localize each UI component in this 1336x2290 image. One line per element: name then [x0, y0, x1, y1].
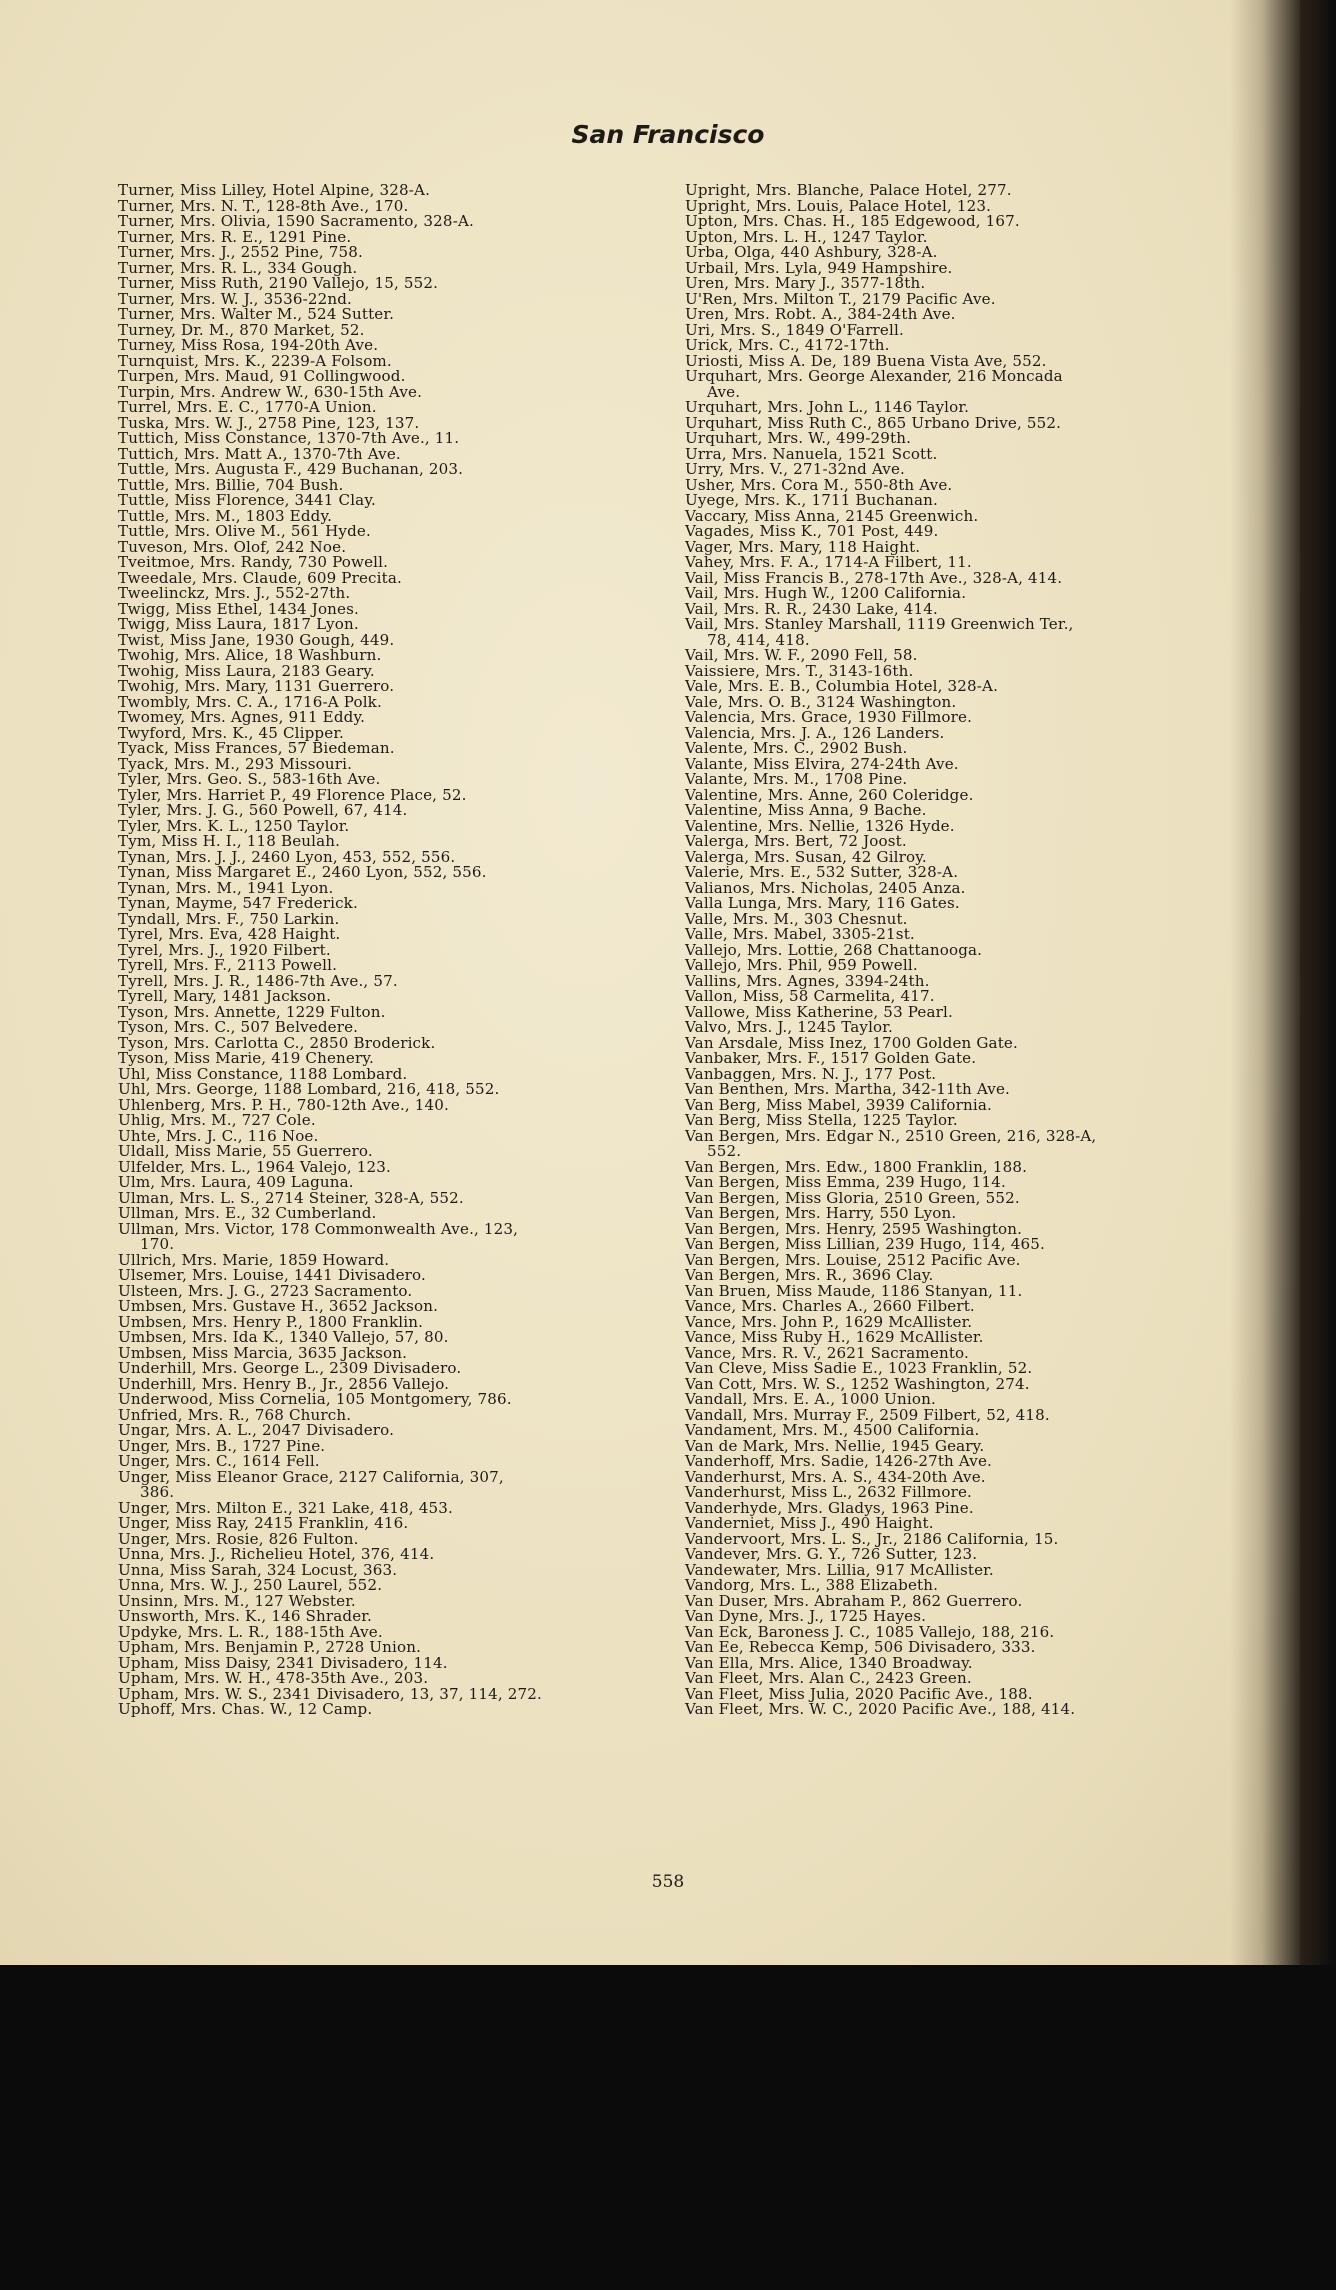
- entry-text: Umbsen, Mrs. Ida K., 1340 Vallejo, 57, 80.: [118, 1328, 449, 1346]
- entry-text: Van Bergen, Mrs. R., 3696 Clay.: [685, 1266, 934, 1284]
- entry-text: Van Bergen, Mrs. Edw., 1800 Franklin, 188.: [685, 1157, 1028, 1176]
- entry-text: Twomey, Mrs. Agnes, 911 Eddy.: [118, 708, 366, 726]
- entry-text: Underwood, Miss Cornelia, 105 Montgomery, 786.: [118, 1390, 512, 1408]
- entry-text: Turney, Miss Rosa, 194-20th Ave.: [118, 336, 379, 354]
- entry-text: Valante, Mrs. M., 1708 Pine.: [685, 770, 908, 788]
- entry-text: Tuttle, Mrs. Augusta F., 429 Buchanan, 203.: [118, 460, 464, 478]
- entry-text: Vance, Miss Ruby H., 1629 McAllister.: [685, 1328, 984, 1346]
- directory-entry: [118, 1702, 668, 1718]
- entry-text: Vail, Mrs. R. R., 2430 Lake, 414.: [685, 599, 938, 618]
- entry-text: Unna, Miss Sarah, 324 Locust, 363.: [118, 1560, 398, 1579]
- entry-text: Van Bergen, Miss Emma, 239 Hugo, 114.: [685, 1173, 1006, 1191]
- entry-text: Uldall, Miss Marie, 55 Guerrero.: [118, 1142, 373, 1160]
- entry-text: Ungar, Mrs. A. L., 2047 Divisadero.: [118, 1421, 395, 1439]
- entry-text: Ulfelder, Mrs. L., 1964 Valejo, 123.: [118, 1157, 391, 1176]
- entry-text: Turner, Mrs. Olivia, 1590 Sacramento, 328-A.: [118, 212, 474, 230]
- entry-text: Turpen, Mrs. Maud, 91 Collingwood.: [118, 367, 406, 385]
- entry-continuation: 552.: [707, 1142, 742, 1160]
- entry-text: Valla Lunga, Mrs. Mary, 116 Gates.: [685, 894, 960, 912]
- entry-text: Van Dyne, Mrs. J., 1725 Hayes.: [685, 1607, 927, 1625]
- entry-text: Vallowe, Miss Katherine, 53 Pearl.: [685, 1002, 953, 1021]
- entry-text: Ulman, Mrs. L. S., 2714 Steiner, 328-A, 552.: [118, 1188, 464, 1207]
- entry-text: Van Bergen, Mrs. Louise, 2512 Pacific Ave.: [685, 1250, 1021, 1269]
- entry-text: Valerie, Mrs. E., 532 Sutter, 328-A.: [685, 863, 959, 881]
- entry-text: Tuttle, Mrs. Olive M., 561 Hyde.: [118, 522, 371, 540]
- entry-text: Urbail, Mrs. Lyla, 949 Hampshire.: [685, 258, 953, 277]
- entry-text: Vance, Mrs. John P., 1629 McAllister.: [685, 1312, 973, 1331]
- entry-text: Unna, Mrs. J., Richelieu Hotel, 376, 414.: [118, 1545, 435, 1563]
- entry-text: Urquhart, Mrs. W., 499-29th.: [685, 429, 912, 447]
- directory-entry: [118, 1219, 668, 1253]
- entry-text: Valerga, Mrs. Susan, 42 Gilroy.: [685, 847, 927, 866]
- entry-text: Tweelinckz, Mrs. J., 552-27th.: [118, 584, 351, 602]
- entry-text: Turnquist, Mrs. K., 2239-A Folsom.: [118, 351, 392, 370]
- entry-text: Urquhart, Mrs. John L., 1146 Taylor.: [685, 398, 970, 416]
- entry-text: Vagades, Miss K., 701 Post, 449.: [685, 522, 939, 540]
- entry-text: Tyack, Mrs. M., 293 Missouri.: [118, 754, 353, 773]
- entry-text: Vale, Mrs. E. B., Columbia Hotel, 328-A.: [685, 677, 999, 695]
- entry-text: Tynan, Miss Margaret E., 2460 Lyon, 552, 556.: [118, 863, 487, 881]
- entry-text: Uren, Mrs. Mary J., 3577-18th.: [685, 274, 926, 292]
- right-column: [685, 183, 1245, 1718]
- entry-text: Vallejo, Mrs. Lottie, 268 Chattanooga.: [685, 940, 983, 959]
- entry-text: Valencia, Mrs. Grace, 1930 Fillmore.: [685, 708, 973, 726]
- entry-text: Upright, Mrs. Blanche, Palace Hotel, 277.: [685, 181, 1012, 199]
- entry-text: Vale, Mrs. O. B., 3124 Washington.: [685, 692, 957, 711]
- entry-text: Vance, Mrs. Charles A., 2660 Filbert.: [685, 1297, 975, 1315]
- entry-text: Valerga, Mrs. Bert, 72 Joost.: [685, 832, 907, 850]
- entry-text: Upham, Mrs. Benjamin P., 2728 Union.: [118, 1638, 422, 1656]
- entry-text: Valle, Mrs. M., 303 Chesnut.: [685, 909, 908, 928]
- book-edge: [1300, 0, 1336, 1965]
- entry-text: Van Bruen, Miss Maude, 1186 Stanyan, 11.: [685, 1281, 1023, 1300]
- entry-text: Ulm, Mrs. Laura, 409 Laguna.: [118, 1173, 354, 1191]
- entry-text: Valente, Mrs. C., 2902 Bush.: [685, 739, 908, 757]
- entry-text: Unsinn, Mrs. M., 127 Webster.: [118, 1591, 356, 1610]
- entry-text: Unger, Mrs. Milton E., 321 Lake, 418, 453.: [118, 1498, 454, 1517]
- entry-text: Tuveson, Mrs. Olof, 242 Noe.: [118, 537, 347, 556]
- page-title: San Francisco: [571, 120, 765, 149]
- entry-text: Valentine, Miss Anna, 9 Bache.: [685, 801, 927, 819]
- entry-text: Tynan, Mrs. J. J., 2460 Lyon, 453, 552, 556.: [118, 847, 456, 866]
- entry-text: Urra, Mrs. Nanuela, 1521 Scott.: [685, 444, 938, 463]
- entry-text: Uren, Mrs. Robt. A., 384-24th Ave.: [685, 305, 956, 323]
- left-column: [118, 183, 668, 1718]
- entry-text: Vanderniet, Miss J., 490 Haight.: [685, 1514, 934, 1532]
- entry-continuation: 78, 414, 418.: [707, 630, 810, 649]
- entry-text: Van Benthen, Mrs. Martha, 342-11th Ave.: [685, 1080, 1010, 1098]
- entry-text: Underhill, Mrs. George L., 2309 Divisadero.: [118, 1359, 462, 1377]
- entry-text: Valle, Mrs. Mabel, 3305-21st.: [685, 925, 915, 943]
- entry-text: Van Berg, Miss Mabel, 3939 California.: [685, 1095, 992, 1114]
- entry-continuation: Ave.: [707, 382, 741, 401]
- entry-text: Vaccary, Miss Anna, 2145 Greenwich.: [685, 506, 979, 525]
- entry-text: Usher, Mrs. Cora M., 550-8th Ave.: [685, 475, 953, 494]
- entry-text: Upton, Mrs. L. H., 1247 Taylor.: [685, 227, 928, 246]
- entry-text: Umbsen, Mrs. Henry P., 1800 Franklin.: [118, 1312, 424, 1331]
- entry-text: U'Ren, Mrs. Milton T., 2179 Pacific Ave.: [685, 289, 996, 308]
- entry-text: Vahey, Mrs. F. A., 1714-A Filbert, 11.: [685, 553, 972, 571]
- entry-text: Valentine, Mrs. Nellie, 1326 Hyde.: [685, 816, 955, 835]
- entry-text: Uri, Mrs. S., 1849 O'Farrell.: [685, 320, 904, 339]
- entry-continuation: 386.: [140, 1483, 175, 1501]
- entry-text: Tyson, Mrs. Carlotta C., 2850 Broderick.: [118, 1033, 436, 1052]
- directory-entry: [685, 1702, 1245, 1718]
- entry-text: Urba, Olga, 440 Ashbury, 328-A.: [685, 243, 938, 261]
- entry-continuation: 170.: [140, 1235, 175, 1253]
- entry-text: Upright, Mrs. Louis, Palace Hotel, 123.: [685, 196, 992, 215]
- entry-text: Tyrel, Mrs. Eva, 428 Haight.: [118, 925, 341, 943]
- entry-text: Valianos, Mrs. Nicholas, 2405 Anza.: [685, 878, 966, 897]
- entry-text: Unger, Mrs. C., 1614 Fell.: [118, 1452, 320, 1470]
- entry-text: Tyrell, Mrs. F., 2113 Powell.: [118, 956, 338, 974]
- entry-text: Vandervoort, Mrs. L. S., Jr., 2186 California, 15.: [685, 1529, 1059, 1548]
- entry-text: Vance, Mrs. R. V., 2621 Sacramento.: [685, 1343, 969, 1362]
- entry-text: Vallon, Miss, 58 Carmelita, 417.: [685, 987, 935, 1005]
- entry-text: Tyrell, Mary, 1481 Jackson.: [118, 987, 332, 1005]
- entry-text: Van Bergen, Mrs. Henry, 2595 Washington.: [685, 1219, 1023, 1238]
- entry-text: Valencia, Mrs. J. A., 126 Landers.: [685, 723, 945, 742]
- entry-text: Vail, Mrs. Stanley Marshall, 1119 Greenwich Ter.,: [685, 615, 1074, 633]
- entry-text: Twohig, Mrs. Mary, 1131 Guerrero.: [118, 677, 395, 695]
- entry-text: Vallejo, Mrs. Phil, 959 Powell.: [685, 956, 918, 974]
- entry-text: Van Fleet, Miss Julia, 2020 Pacific Ave., 188.: [685, 1684, 1033, 1703]
- entry-text: Van Eck, Baroness J. C., 1085 Vallejo, 188, 216.: [685, 1622, 1055, 1641]
- entry-text: Vandall, Mrs. Murray F., 2509 Filbert, 52, 418.: [685, 1405, 1050, 1424]
- entry-text: Van Cleve, Miss Sadie E., 1023 Franklin, 52.: [685, 1359, 1033, 1377]
- entry-text: Uhlenberg, Mrs. P. H., 780-12th Ave., 140.: [118, 1095, 449, 1114]
- entry-text: Unger, Mrs. Rosie, 826 Fulton.: [118, 1529, 359, 1548]
- entry-text: Upham, Mrs. W. S., 2341 Divisadero, 13, 37, 114, 272.: [118, 1684, 542, 1703]
- entry-text: Turner, Miss Ruth, 2190 Vallejo, 15, 552.: [118, 274, 439, 292]
- page-number: 558: [651, 1872, 685, 1892]
- entry-text: Tveitmoe, Mrs. Randy, 730 Powell.: [118, 553, 389, 571]
- entry-text: Turner, Mrs. W. J., 3536-22nd.: [118, 289, 352, 308]
- entry-text: Turner, Miss Lilley, Hotel Alpine, 328-A.: [118, 181, 431, 199]
- entry-text: Twyford, Mrs. K., 45 Clipper.: [118, 723, 344, 742]
- entry-text: Van Bergen, Miss Lillian, 239 Hugo, 114, 465.: [685, 1235, 1046, 1253]
- entry-text: Van Bergen, Mrs. Harry, 550 Lyon.: [685, 1204, 957, 1222]
- entry-text: Turney, Dr. M., 870 Market, 52.: [118, 320, 365, 339]
- entry-text: Unfried, Mrs. R., 768 Church.: [118, 1405, 352, 1424]
- entry-text: Unsworth, Mrs. K., 146 Shrader.: [118, 1607, 372, 1625]
- entry-text: Uhl, Mrs. George, 1188 Lombard, 216, 418, 552.: [118, 1080, 500, 1098]
- entry-text: Turpin, Mrs. Andrew W., 630-15th Ave.: [118, 382, 423, 401]
- entry-text: Tyson, Miss Marie, 419 Chenery.: [118, 1049, 374, 1067]
- entry-text: Ullman, Mrs. Victor, 178 Commonwealth Ave., 123,: [118, 1219, 519, 1238]
- entry-text: Uhte, Mrs. J. C., 116 Noe.: [118, 1126, 319, 1145]
- entry-text: Van Duser, Mrs. Abraham P., 862 Guerrero.: [685, 1591, 1023, 1610]
- entry-text: Twohig, Miss Laura, 2183 Geary.: [118, 661, 375, 680]
- entry-text: Van Ella, Mrs. Alice, 1340 Broadway.: [685, 1653, 973, 1672]
- entry-text: Vanbaker, Mrs. F., 1517 Golden Gate.: [685, 1049, 977, 1067]
- entry-text: Uhl, Miss Constance, 1188 Lombard.: [118, 1064, 408, 1083]
- entry-text: Valentine, Mrs. Anne, 260 Coleridge.: [685, 785, 974, 804]
- entry-text: Twohig, Mrs. Alice, 18 Washburn.: [118, 646, 382, 664]
- entry-text: Umbsen, Mrs. Gustave H., 3652 Jackson.: [118, 1297, 439, 1315]
- entry-text: Van Ee, Rebecca Kemp, 506 Divisadero, 333.: [685, 1638, 1036, 1656]
- entry-text: Valvo, Mrs. J., 1245 Taylor.: [685, 1018, 893, 1036]
- entry-text: Vager, Mrs. Mary, 118 Haight.: [685, 537, 921, 556]
- entry-text: Valante, Miss Elvira, 274-24th Ave.: [685, 754, 959, 773]
- entry-text: Upham, Miss Daisy, 2341 Divisadero, 114.: [118, 1653, 448, 1672]
- entry-text: Urick, Mrs. C., 4172-17th.: [685, 336, 890, 354]
- entry-text: Tynan, Mayme, 547 Frederick.: [118, 894, 358, 912]
- entry-text: Urquhart, Mrs. George Alexander, 216 Moncada: [685, 367, 1063, 385]
- entry-text: Twist, Miss Jane, 1930 Gough, 449.: [118, 630, 395, 649]
- entry-text: Ullman, Mrs. E., 32 Cumberland.: [118, 1204, 377, 1222]
- entry-text: Tyler, Mrs. J. G., 560 Powell, 67, 414.: [118, 801, 408, 819]
- entry-text: Tuttle, Mrs. Billie, 704 Bush.: [118, 475, 344, 494]
- entry-text: Ulsemer, Mrs. Louise, 1441 Divisadero.: [118, 1266, 426, 1284]
- entry-text: Upham, Mrs. W. H., 478-35th Ave., 203.: [118, 1669, 429, 1687]
- entry-text: Tuttle, Mrs. M., 1803 Eddy.: [118, 506, 333, 525]
- directory-entry: [685, 369, 1245, 400]
- entry-text: Van de Mark, Mrs. Nellie, 1945 Geary.: [685, 1436, 985, 1455]
- entry-text: Tyson, Mrs. C., 507 Belvedere.: [118, 1018, 359, 1036]
- entry-text: Tyack, Miss Frances, 57 Biedeman.: [118, 739, 395, 757]
- entry-text: Tym, Miss H. I., 118 Beulah.: [118, 832, 341, 850]
- entry-text: Ullrich, Mrs. Marie, 1859 Howard.: [118, 1250, 390, 1269]
- entry-text: Tuttich, Miss Constance, 1370-7th Ave., 11.: [118, 429, 460, 447]
- entry-text: Vallins, Mrs. Agnes, 3394-24th.: [685, 971, 930, 990]
- entry-text: Urry, Mrs. V., 271-32nd Ave.: [685, 460, 905, 478]
- entry-text: Twombly, Mrs. C. A., 1716-A Polk.: [118, 692, 382, 711]
- entry-text: Van Bergen, Miss Gloria, 2510 Green, 552.: [685, 1188, 1020, 1207]
- entry-text: Unna, Mrs. W. J., 250 Laurel, 552.: [118, 1576, 383, 1594]
- entry-text: Vanderhyde, Mrs. Gladys, 1963 Pine.: [685, 1498, 974, 1517]
- entry-text: Vail, Miss Francis B., 278-17th Ave., 328-A, 414.: [685, 568, 1063, 587]
- entry-text: Van Berg, Miss Stella, 1225 Taylor.: [685, 1111, 958, 1129]
- entry-text: Upton, Mrs. Chas. H., 185 Edgewood, 167.: [685, 212, 1020, 230]
- entry-text: Tyler, Mrs. Harriet P., 49 Florence Place, 52.: [118, 785, 467, 804]
- entry-text: Twigg, Miss Laura, 1817 Lyon.: [118, 615, 359, 633]
- entry-text: Tyson, Mrs. Annette, 1229 Fulton.: [118, 1002, 386, 1021]
- entry-text: Uphoff, Mrs. Chas. W., 12 Camp.: [118, 1700, 373, 1718]
- entry-text: Tuttle, Miss Florence, 3441 Clay.: [118, 491, 376, 509]
- entry-text: Tyler, Mrs. K. L., 1250 Taylor.: [118, 816, 350, 835]
- entry-text: Updyke, Mrs. L. R., 188-15th Ave.: [118, 1622, 383, 1641]
- entry-text: Uhlig, Mrs. M., 727 Cole.: [118, 1111, 316, 1129]
- entry-text: Umbsen, Miss Marcia, 3635 Jackson.: [118, 1343, 408, 1362]
- entry-text: Vandever, Mrs. G. Y., 726 Sutter, 123.: [685, 1545, 978, 1563]
- entry-text: Vanderhurst, Miss L., 2632 Fillmore.: [685, 1483, 973, 1501]
- entry-text: Urquhart, Miss Ruth C., 865 Urbano Drive, 552.: [685, 413, 1062, 432]
- entry-text: Vanbaggen, Mrs. N. J., 177 Post.: [685, 1064, 937, 1083]
- entry-text: Van Bergen, Mrs. Edgar N., 2510 Green, 216, 328-A,: [685, 1126, 1097, 1145]
- entry-text: Vail, Mrs. W. F., 2090 Fell, 58.: [685, 646, 918, 664]
- entry-text: Unger, Miss Eleanor Grace, 2127 California, 307,: [118, 1467, 504, 1486]
- entry-text: Vaissiere, Mrs. T., 3143-16th.: [685, 661, 914, 680]
- entry-text: Turner, Mrs. J., 2552 Pine, 758.: [118, 243, 363, 261]
- entry-text: Vanderhurst, Mrs. A. S., 434-20th Ave.: [685, 1467, 986, 1486]
- entry-text: Tyrel, Mrs. J., 1920 Filbert.: [118, 940, 331, 959]
- entry-text: Turner, Mrs. N. T., 128-8th Ave., 170.: [118, 196, 409, 215]
- entry-text: Tynan, Mrs. M., 1941 Lyon.: [118, 878, 334, 897]
- entry-text: Turner, Mrs. Walter M., 524 Sutter.: [118, 305, 395, 323]
- entry-text: Van Arsdale, Miss Inez, 1700 Golden Gate.: [685, 1033, 1018, 1052]
- entry-text: Vail, Mrs. Hugh W., 1200 California.: [685, 584, 967, 602]
- entry-text: Vandorg, Mrs. L., 388 Elizabeth.: [685, 1576, 939, 1594]
- entry-text: Unger, Mrs. B., 1727 Pine.: [118, 1436, 326, 1455]
- entry-text: Vanderhoff, Mrs. Sadie, 1426-27th Ave.: [685, 1452, 992, 1470]
- directory-entry: [685, 1126, 1245, 1160]
- directory-entry: [118, 1467, 668, 1501]
- entry-text: Ulsteen, Mrs. J. G., 2723 Sacramento.: [118, 1281, 413, 1300]
- entry-text: Uyege, Mrs. K., 1711 Buchanan.: [685, 491, 938, 509]
- entry-text: Underhill, Mrs. Henry B., Jr., 2856 Vallejo.: [118, 1374, 450, 1393]
- entry-text: Turrel, Mrs. E. C., 1770-A Union.: [118, 398, 377, 416]
- entry-text: Turner, Mrs. R. E., 1291 Pine.: [118, 227, 352, 246]
- entry-text: Van Fleet, Mrs. W. C., 2020 Pacific Ave., 188, 414.: [685, 1700, 1076, 1718]
- entry-text: Unger, Miss Ray, 2415 Franklin, 416.: [118, 1514, 409, 1532]
- entry-text: Vandall, Mrs. E. A., 1000 Union.: [685, 1390, 936, 1408]
- entry-text: Tyrell, Mrs. J. R., 1486-7th Ave., 57.: [118, 971, 398, 990]
- entry-text: Vandament, Mrs. M., 4500 California.: [685, 1421, 980, 1439]
- entry-text: Tweedale, Mrs. Claude, 609 Precita.: [118, 568, 402, 587]
- entry-text: Van Cott, Mrs. W. S., 1252 Washington, 274.: [685, 1374, 1030, 1393]
- directory-entry: [685, 617, 1245, 648]
- entry-text: Tyndall, Mrs. F., 750 Larkin.: [118, 909, 340, 928]
- entry-text: Uriosti, Miss A. De, 189 Buena Vista Ave, 552.: [685, 351, 1047, 370]
- entry-text: Tuska, Mrs. W. J., 2758 Pine, 123, 137.: [118, 413, 420, 432]
- entry-text: Turner, Mrs. R. L., 334 Gough.: [118, 258, 358, 277]
- entry-text: Van Fleet, Mrs. Alan C., 2423 Green.: [685, 1669, 972, 1687]
- entry-text: Vandewater, Mrs. Lillia, 917 McAllister.: [685, 1560, 994, 1579]
- entry-text: Tuttich, Mrs. Matt A., 1370-7th Ave.: [118, 444, 401, 463]
- entry-text: Tyler, Mrs. Geo. S., 583-16th Ave.: [118, 770, 381, 788]
- entry-text: Twigg, Miss Ethel, 1434 Jones.: [118, 599, 359, 618]
